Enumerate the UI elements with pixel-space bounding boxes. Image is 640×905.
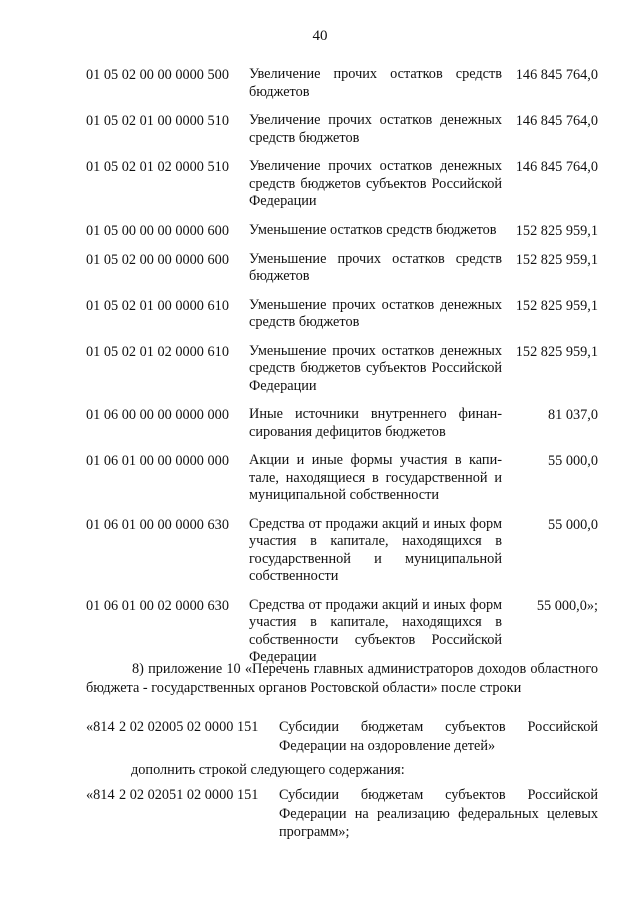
table-row-code: 01 05 02 01 00 0000 610 bbox=[86, 297, 229, 314]
table-row-name: Акции и иные формы участия в капитале, находящиеся в государственной и муниципальной собственности bbox=[249, 452, 502, 503]
table-row-amount: 152 825 959,1 bbox=[515, 251, 598, 268]
table-row-amount: 81 037,0 bbox=[547, 407, 598, 423]
table-row-name: Уменьшение прочих остатков средств бюджетов bbox=[249, 250, 502, 284]
table-row-name: Средства от продажи акций и иных форм участия в капитале, находящихся в государственной и муниципальной собственности bbox=[249, 515, 502, 584]
table-row-name: Уменьшение прочих остатков денежных средств бюджетов bbox=[249, 296, 502, 330]
table-row-name: Увеличение прочих остатков денежных средств бюджетов bbox=[249, 112, 502, 146]
table-row bbox=[86, 222, 598, 240]
table-row-code: 01 05 02 01 02 0000 510 bbox=[86, 159, 229, 175]
table-row-name: Средства от продажи акций и иных форм участия в капитале, находящихся в собственности субъектов Российской Федерации bbox=[249, 596, 502, 665]
table-row-code: 01 05 02 00 00 0000 600 bbox=[86, 251, 229, 268]
table-row-amount: 55 000,0 bbox=[547, 453, 598, 469]
supplement-instruction: дополнить строкой следующего содержания: bbox=[131, 762, 405, 778]
table-row bbox=[86, 251, 598, 286]
table-row-name: Уменьшение остатков средств бюджетов bbox=[249, 221, 497, 238]
table-row bbox=[86, 158, 598, 211]
table-row-code: 01 06 00 00 00 0000 000 bbox=[86, 407, 229, 423]
table-row-code: 01 05 02 00 00 0000 500 bbox=[86, 67, 229, 83]
amendment-paragraph: 8) приложение 10 «Перечень главных администраторов доходов областного бюджета - государственных органов Ростовской области» после строки bbox=[86, 661, 598, 696]
table-row-amount: 55 000,0 bbox=[547, 516, 598, 533]
budget-table bbox=[86, 66, 598, 678]
table-row-amount: 146 845 764,0 bbox=[515, 67, 598, 83]
table-row-name: Иные источники внутреннего финансирования дефицитов бюджетов bbox=[249, 406, 502, 440]
table-row-code: 01 05 00 00 00 0000 600 bbox=[86, 222, 229, 239]
table-row-amount: 152 825 959,1 bbox=[515, 222, 598, 239]
table-row bbox=[86, 516, 598, 586]
income-name: Субсидии бюджетам субъектов Российской Федерации на оздоровление детей» bbox=[279, 719, 598, 754]
table-row-amount: 55 000,0»; bbox=[536, 597, 598, 614]
table-row-name: Увеличение прочих остатков средств бюджетов bbox=[249, 66, 502, 100]
table-row-code: 01 05 02 01 02 0000 610 bbox=[86, 343, 229, 360]
new-administrator-row bbox=[86, 786, 598, 842]
table-row-name: Увеличение прочих остатков денежных средств бюджетов субъектов Российской Федерации bbox=[249, 158, 502, 209]
table-row-code: 01 06 01 00 00 0000 630 bbox=[86, 516, 229, 533]
existing-administrator-row bbox=[86, 718, 598, 755]
table-row-name: Уменьшение прочих остатков денежных средств бюджетов субъектов Российской Федерации bbox=[249, 342, 502, 394]
table-row-amount: 152 825 959,1 bbox=[515, 343, 598, 360]
table-row-code: 01 06 01 00 02 0000 630 bbox=[86, 597, 229, 614]
table-row-amount: 146 845 764,0 bbox=[515, 159, 598, 175]
page-number: 40 bbox=[312, 28, 328, 44]
administrator-code: «814 bbox=[86, 787, 115, 803]
income-code: 2 02 02051 02 0000 151 bbox=[119, 787, 259, 803]
income-code: 2 02 02005 02 0000 151 bbox=[119, 719, 259, 735]
administrator-code: «814 bbox=[86, 719, 115, 735]
table-row bbox=[86, 343, 598, 396]
table-row bbox=[86, 597, 598, 667]
table-row bbox=[86, 406, 598, 441]
table-row-amount: 146 845 764,0 bbox=[515, 113, 598, 129]
table-row bbox=[86, 297, 598, 332]
table-row-code: 01 05 02 01 00 0000 510 bbox=[86, 113, 229, 129]
table-row-amount: 152 825 959,1 bbox=[515, 297, 598, 314]
table-row bbox=[86, 112, 598, 147]
table-row-code: 01 06 01 00 00 0000 000 bbox=[86, 453, 229, 469]
table-row bbox=[86, 66, 598, 101]
table-row bbox=[86, 452, 598, 505]
income-name: Субсидии бюджетам субъектов Российской Федерации на реализацию федеральных целевых программ»; bbox=[279, 787, 598, 840]
